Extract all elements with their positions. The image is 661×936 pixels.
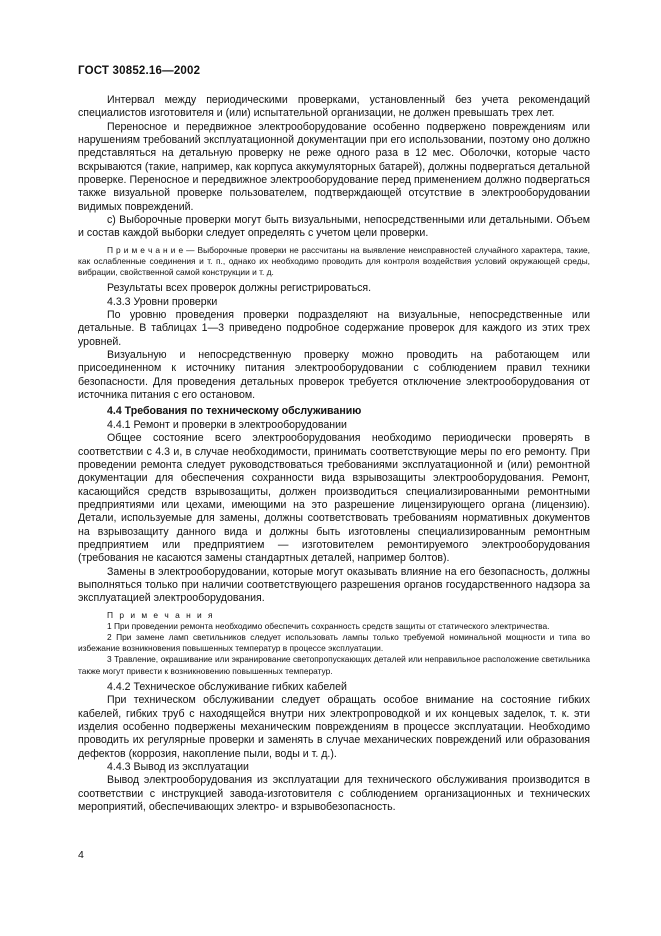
- notes-heading: П р и м е ч а н и я: [107, 609, 215, 620]
- subsection-heading: 4.4.2 Техническое обслуживание гибких кабелей: [107, 680, 347, 693]
- section-heading: 4.4 Требования по техническому обслуживанию: [107, 405, 362, 418]
- subsection-heading: 4.4.3 Вывод из эксплуатации: [107, 760, 249, 773]
- paragraph: Визуальную и непосредственную проверку можно проводить на работающем или присоединенном к источнику питания электрооборудовании с соблюдением правил техники безопасности. Для проведения детальных проверок требуется отключение электрооборудования от источника питания с его остановом.: [78, 349, 590, 402]
- subsection-heading: 4.4.1 Ремонт и проверки в электрооборудовании: [107, 418, 347, 431]
- page-number: 4: [78, 849, 84, 861]
- note: 2 При замене ламп светильников следует использовать лампы только требуемой номинальной мощности и типа во избежание возникновения повышенных температур в процессе эксплуатации.: [78, 632, 590, 654]
- paragraph: Вывод электрооборудования из эксплуатации для технического обслуживания производится в соответствии с инструкцией завода-изготовителя с соблюдением организационных и технических мероприятий, обеспечивающих электро- и взрывобезопасность.: [78, 774, 590, 813]
- paragraph: Интервал между периодическими проверками, установленный без учета рекомендаций специалистов изготовителя и (или) испытательной организации, не должен превышать трех лет.: [78, 94, 590, 120]
- paragraph: Замены в электрооборудовании, которые могут оказывать влияние на его безопасность, должны выполняться только при наличии соответствующего разрешения органов государственного надзора за эксплуатацией электрооборудования.: [78, 565, 590, 605]
- document-body: [78, 94, 590, 814]
- paragraph: Результаты всех проверок должны регистрироваться.: [107, 282, 372, 295]
- document-header: ГОСТ 30852.16—2002: [78, 65, 201, 77]
- note: 3 Травление, окрашивание или экранирование светопропускающих деталей или неправильное расположение светильника также могут привести к возникновению повышенных температур.: [78, 654, 590, 676]
- paragraph: Переносное и передвижное электрооборудование особенно подвержено повреждениям или нарушениям требований эксплуатационной документации при его использовании, поэтому оно должно представляться на детальную проверку не реже одного раза в 12 мес. Оболочки, которые часто вскрываются (такие, например, как корпуса аккумуляторных батарей), должны подвергаться детальной проверке. Переносное и передвижное электрооборудование перед применением должно подвергаться также визуальной проверке пользователем, подтверждающей отсутствие в электрооборудовании видимых повреждений.: [78, 120, 590, 213]
- paragraph: При техническом обслуживании следует обращать особое внимание на состояние гибких кабелей, гибких труб с находящейся внутри них электропроводкой и их концевых заделок, т. к. эти изделия особенно подвержены механическим повреждениям в процессе эксплуатации. Необходимо проводить их регулярные проверки и заменять в случае механических повреждений или образования дефектов (коррозия, накопление пыли, воды и т. д.).: [78, 694, 590, 760]
- paragraph: с) Выборочные проверки могут быть визуальными, непосредственными или детальными. Объем и состав каждой выборки следует определять с учетом цели проверки.: [78, 214, 590, 240]
- note: 1 При проведении ремонта необходимо обеспечить сохранность средств защиты от статического электричества.: [107, 620, 550, 631]
- paragraph: По уровню проведения проверки подразделяют на визуальные, непосредственные или детальные. В таблицах 1—3 приведено подробное содержание проверок для каждого из этих трех уровней.: [78, 309, 590, 348]
- paragraph: Общее состояние всего электрооборудования необходимо периодически проверять в соответствии с 4.3 и, в случае необходимости, принимать соответствующие меры по его ремонту. При проведении ремонта следует руководствоваться требованиями эксплуатационной и (или) ремонтной документации для обеспечения сохранности вида взрывозащиты электрооборудования. Ремонт, касающийся средств взрывозащиты, должен производиться специализированными ремонтными предприятиями или цехами, имеющими на это разрешение лицензирующего органа (лицензию). Детали, используемые для замены, должны соответствовать требованиям нормативных документов на взрывозащиту данного вида и должны быть изготовлены специализированным ремонтным предприятием или предприятием — изготовителем ремонтируемого электрооборудования (требования не касаются замены стандартных деталей, например болтов).: [78, 432, 590, 565]
- note: П р и м е ч а н и е — Выборочные проверки не рассчитаны на выявление неисправностей случайного характера, такие, как ослабленные соединения и т. п., однако их необходимо проводить для контроля воздействия условий окружающей среды, вибрации, свойственной самой конструкции и т. д.: [78, 244, 590, 278]
- subsection-heading: 4.3.3 Уровни проверки: [107, 295, 218, 308]
